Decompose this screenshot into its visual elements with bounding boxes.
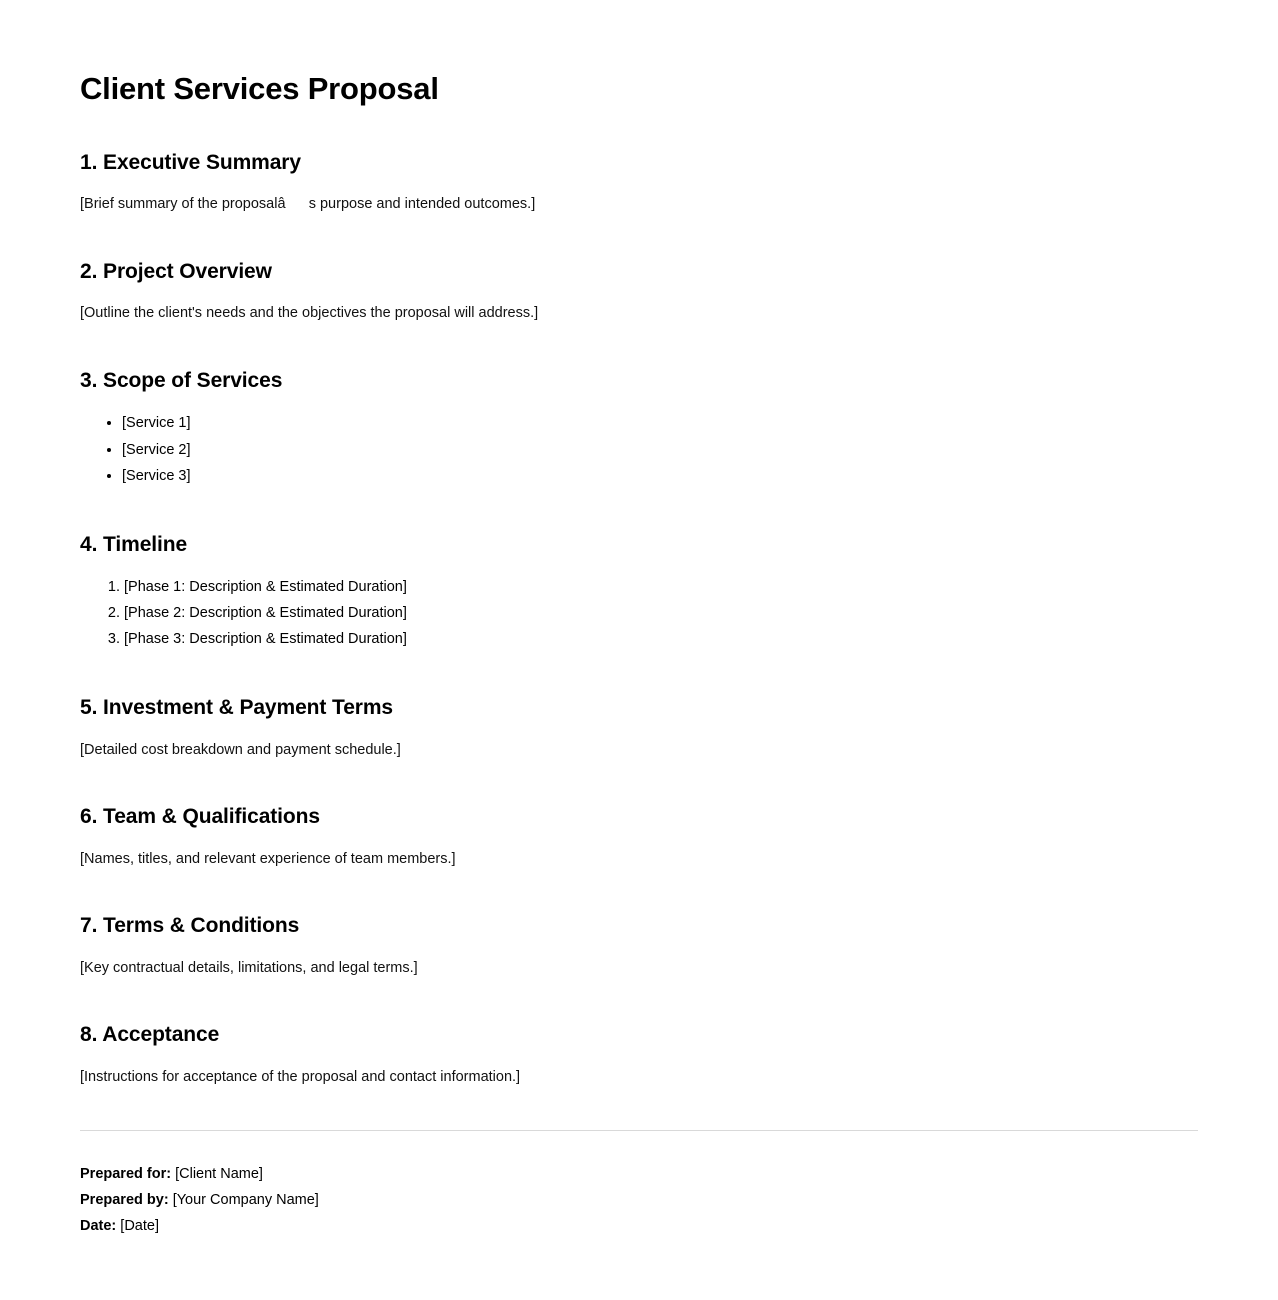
footer-prepared-for: [80, 1161, 1198, 1187]
section-heading-timeline: 4. Timeline: [80, 532, 188, 556]
list-item: • [Service 3]: [122, 463, 1198, 489]
list-item: 3. [Phase 3: Description & Estimated Duration]: [124, 626, 1198, 652]
section-body-terms-conditions: [Key contractual details, limitations, and legal terms.]: [80, 959, 418, 976]
list-item: • [Service 1]: [122, 410, 1198, 436]
section-body-team-qualifications: [Names, titles, and relevant experience of team members.]: [80, 850, 456, 867]
list-item: 1. [Phase 1: Description & Estimated Duration]: [124, 574, 1198, 600]
section-heading-scope-of-services: 3. Scope of Services: [80, 369, 283, 393]
scope-of-services-list: [80, 410, 1198, 488]
footer-prepared-for-value: [Client Name]: [175, 1166, 263, 1183]
section-body-acceptance: [Instructions for acceptance of the proposal and contact information.]: [80, 1068, 521, 1085]
section-heading-acceptance: 8. Acceptance: [80, 1023, 220, 1047]
page-title: Client Services Proposal: [80, 71, 439, 106]
list-item: 2. [Phase 2: Description & Estimated Duration]: [124, 600, 1198, 626]
section-body-project-overview: [Outline the client's needs and the objectives the proposal will address.]: [80, 305, 539, 322]
footer-prepared-by-value: [Your Company Name]: [172, 1192, 319, 1209]
section-heading-terms-conditions: 7. Terms & Conditions: [80, 914, 300, 938]
section-body-investment-payment-terms: [Detailed cost breakdown and payment schedule.]: [80, 741, 401, 758]
section-heading-investment-payment-terms: 5. Investment & Payment Terms: [80, 696, 393, 720]
section-heading-project-overview: 2. Project Overview: [80, 260, 272, 284]
section-heading-executive-summary: 1. Executive Summary: [80, 151, 301, 175]
section-body-executive-summary: [Brief summary of the proposalâs purpose and intended outcomes.]: [80, 196, 536, 213]
footer-prepared-for-label: Prepared for:: [80, 1166, 172, 1183]
list-item: • [Service 2]: [122, 437, 1198, 463]
footer-date-label: Date:: [80, 1218, 117, 1235]
section-heading-team-qualifications: 6. Team & Qualifications: [80, 805, 320, 829]
footer-date: [80, 1213, 1198, 1239]
divider: [80, 1130, 1198, 1131]
document-footer: [80, 1161, 1198, 1239]
footer-prepared-by: [80, 1187, 1198, 1213]
footer-prepared-by-label: Prepared by:: [80, 1192, 169, 1209]
timeline-list: [80, 574, 1198, 652]
footer-date-value: [Date]: [120, 1218, 159, 1235]
